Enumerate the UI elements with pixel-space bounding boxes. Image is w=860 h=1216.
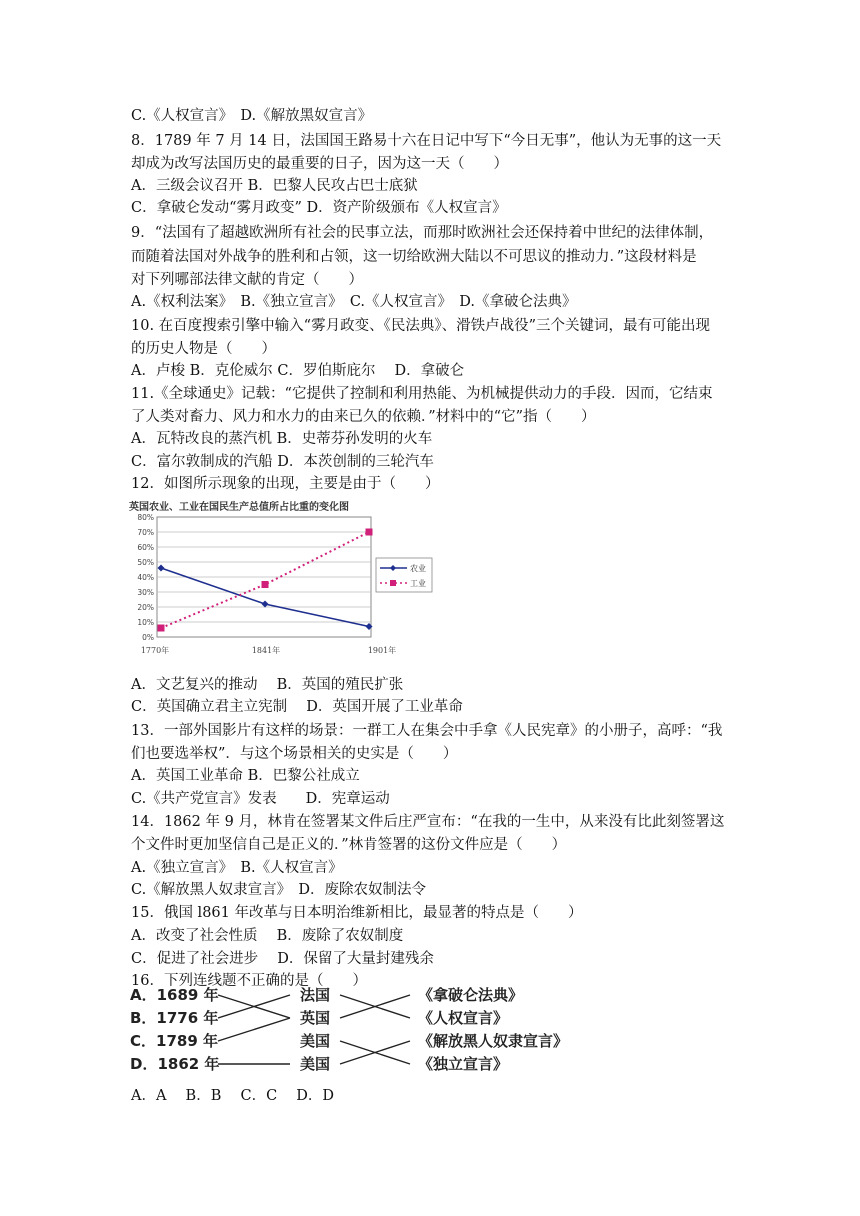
text-line: 9．“法国有了超越欧洲所有社会的民事立法，而那时欧洲社会还保持着中世纪的法律体制， xyxy=(131,225,714,241)
legend-marker xyxy=(390,580,396,586)
document-item: 《拿破仑法典》 xyxy=(418,986,524,1004)
text-line: A．三级会议召开 B．巴黎人民攻占巴士底狱 xyxy=(131,178,418,194)
text-line: A．A B．B C．C D．D xyxy=(131,1088,335,1104)
country-item: 法国 xyxy=(299,986,331,1004)
y-tick-label: 80% xyxy=(137,513,154,522)
text-line: A．英国工业革命 B．巴黎公社成立 xyxy=(131,768,360,784)
x-tick-label: 1770年 xyxy=(140,646,170,655)
text-line: C.《人权宣言》 D.《解放黑奴宣言》 xyxy=(131,108,373,124)
y-tick-label: 30% xyxy=(137,588,154,597)
y-tick-label: 40% xyxy=(137,573,154,582)
text-line: C.《共产党宣言》发表 D．宪章运动 xyxy=(131,791,390,807)
y-tick-label: 20% xyxy=(137,603,154,612)
text-line: 15．俄国 l861 年改革与日本明治维新相比，最显著的特点是（ ） xyxy=(131,905,583,921)
country-item: 美国 xyxy=(299,1055,331,1073)
document-item: 《人权宣言》 xyxy=(418,1009,509,1027)
x-tick-label: 1841年 xyxy=(251,646,281,655)
text-line: 13．一部外国影片有这样的场景：一群工人在集会中手拿《人民宪章》的小册子，高呼：“我 xyxy=(131,723,723,739)
text-line: A．卢梭 B．克伦威尔 C．罗伯斯庇尔 D．拿破仑 xyxy=(131,363,465,379)
text-line: C.《解放黑人奴隶宣言》 D．废除农奴制法令 xyxy=(131,882,427,898)
text-line: 12．如图所示现象的出现，主要是由于（ ） xyxy=(131,476,440,492)
text-line: A.《权利法案》 B.《独立宣言》 C.《人权宣言》 D.《拿破仑法典》 xyxy=(131,294,577,310)
text-line: 的历史人物是（ ） xyxy=(131,341,276,357)
y-tick-label: 0% xyxy=(142,633,154,642)
text-line: A.《独立宣言》 B.《人权宣言》 xyxy=(131,860,343,876)
country-item: 美国 xyxy=(299,1032,331,1050)
y-tick-label: 60% xyxy=(137,543,154,552)
text-line: 11.《全球通史》记载：“它提供了控制和利用热能、为机械提供动力的手段．因而，它结束 xyxy=(131,386,713,402)
matching-diagram xyxy=(128,984,568,1076)
text-line: 对下列哪部法律文献的肯定（ ） xyxy=(131,272,363,288)
text-line: C．英国确立君主立宪制 D．英国开展了工业革命 xyxy=(131,699,463,715)
text-line: 个文件时更加坚信自己是正义的．”林肯签署的这份文件应是（ ） xyxy=(131,837,567,853)
y-tick-label: 70% xyxy=(137,528,154,537)
data-point xyxy=(158,625,165,632)
text-line: A．改变了社会性质 B．废除了农奴制度 xyxy=(131,928,404,944)
text-line: 16．下列连线题不正确的是（ ） xyxy=(131,973,367,989)
text-line: C．富尔敦制成的汽船 D．本茨创制的三轮汽车 xyxy=(131,454,434,470)
data-point xyxy=(366,529,373,536)
year-item: D．1862 年 xyxy=(130,1055,220,1073)
y-tick-label: 10% xyxy=(137,618,154,627)
data-point xyxy=(262,581,269,588)
text-line: A．文艺复兴的推动 B．英国的殖民扩张 xyxy=(131,677,404,693)
legend-label: 工业 xyxy=(410,579,426,588)
text-line: C．促进了社会进步 D．保留了大量封建残余 xyxy=(131,951,434,967)
legend-label: 农业 xyxy=(410,564,426,573)
document-item: 《解放黑人奴隶宣言》 xyxy=(418,1032,568,1050)
text-line: 8．1789 年 7 月 14 日，法国国王路易十六在日记中写下“今日无事”，他认为无事的这一天 xyxy=(131,133,722,149)
chart-figure xyxy=(127,499,437,661)
text-line: 10. 在百度搜索引擎中输入“雾月政变、《民法典》、滑铁卢战役”三个关键词，最有可能出现 xyxy=(131,318,710,334)
text-line: 14．1862 年 9 月，林肯在签署某文件后庄严宣布：“在我的一生中，从来没有比此刻签署这 xyxy=(131,814,725,830)
text-line: 了人类对畜力、风力和水力的由来已久的依赖．”材料中的“它”指（ ） xyxy=(131,409,596,425)
text-line: 们也要选举权”．与这个场景相关的史实是（ ） xyxy=(131,746,458,762)
text-line: C．拿破仑发动“雾月政变” D．资产阶级颁布《人权宣言》 xyxy=(131,200,507,216)
text-line: 却成为改写法国历史的最重要的日子，因为这一天（ ） xyxy=(131,156,508,172)
chart-title: 英国农业、工业在国民生产总值所占比重的变化图 xyxy=(129,502,349,513)
document-item: 《独立宣言》 xyxy=(418,1055,509,1073)
year-item: C．1789 年 xyxy=(130,1032,218,1050)
year-item: B．1776 年 xyxy=(130,1009,219,1027)
country-item: 英国 xyxy=(299,1009,331,1027)
year-item: A．1689 年 xyxy=(130,986,219,1004)
connector-line xyxy=(218,1018,290,1041)
x-tick-label: 1901年 xyxy=(367,646,397,655)
text-line: A．瓦特改良的蒸汽机 B．史蒂芬孙发明的火车 xyxy=(131,431,433,447)
y-tick-label: 50% xyxy=(137,558,154,567)
text-line: 而随着法国对外战争的胜利和占领，这一切给欧洲大陆以不可思议的推动力．”这段材料是 xyxy=(131,249,697,265)
